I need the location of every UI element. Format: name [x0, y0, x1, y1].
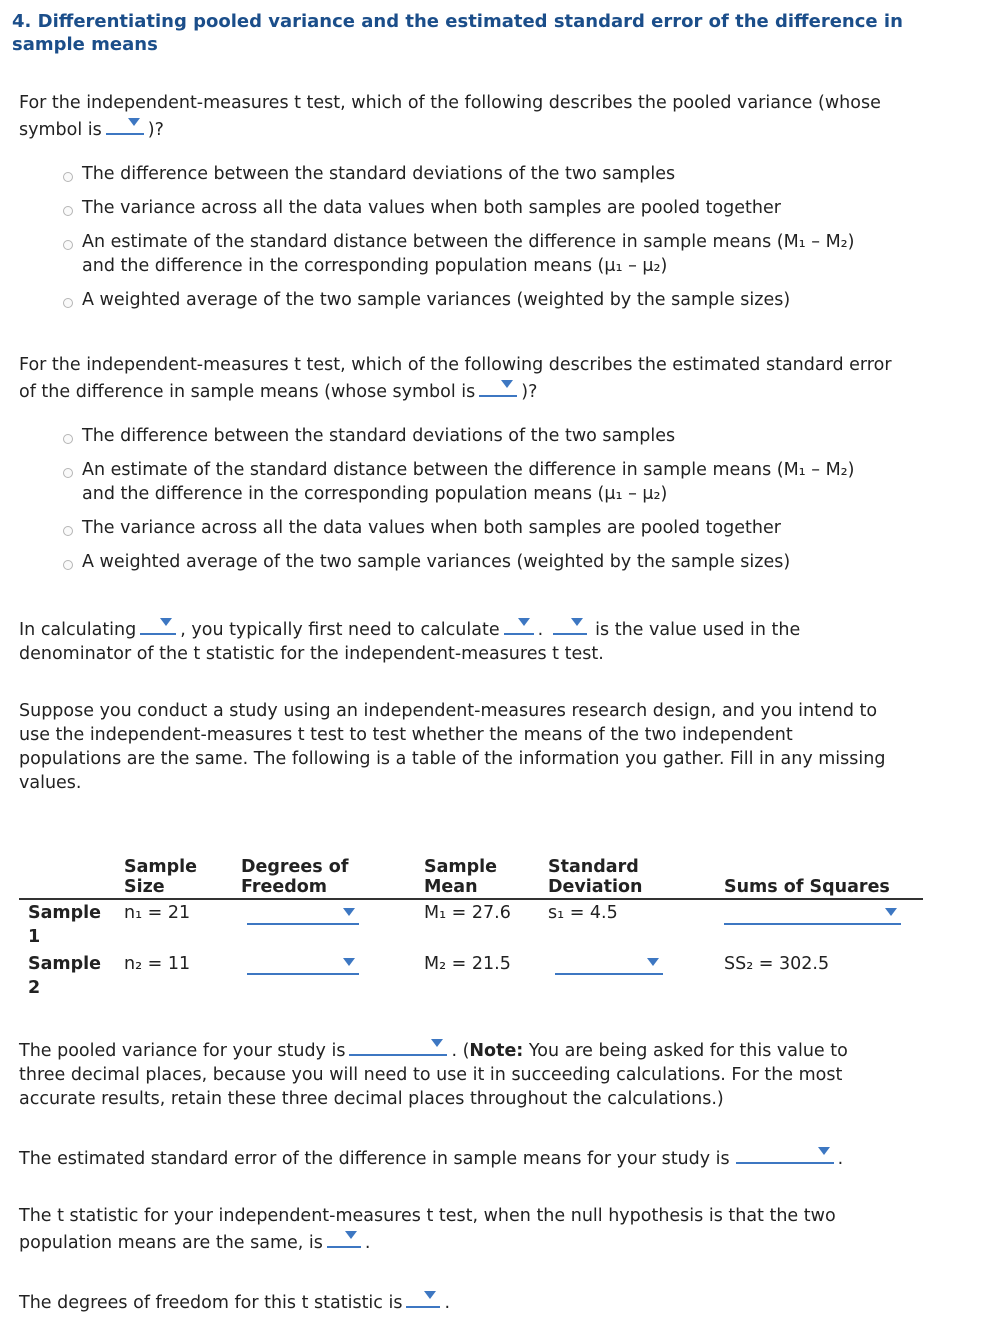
part2-option-radio-4[interactable]: [63, 560, 73, 570]
part2-option-2[interactable]: An estimate of the standard distance between the difference in sample means (M₁ – M₂) and the difference in the corresponding population means (μ₁ – μ₂): [82, 460, 855, 504]
in-calculating-dropdown[interactable]: [140, 615, 176, 635]
part2-prompt: [19, 353, 979, 404]
chevron-down-icon: [160, 618, 172, 626]
row-label-sample-2: Sample 2: [28, 954, 102, 998]
pooled-variance-dropdown[interactable]: [349, 1036, 447, 1056]
part1-option-3[interactable]: An estimate of the standard distance between the difference in sample means (M₁ – M₂) and the difference in the corresponding population means (μ₁ – μ₂): [82, 232, 855, 276]
part2-prompt-line1: For the independent-measures t test, which of the following describes the estimated standard error: [19, 355, 892, 375]
chevron-down-icon: [424, 1291, 436, 1299]
pooled-variance-symbol-dropdown[interactable]: [106, 115, 144, 135]
part1-option-1[interactable]: The difference between the standard deviations of the two samples: [82, 164, 676, 184]
sample1-df-dropdown[interactable]: [247, 905, 359, 925]
t-statistic-sentence: The t statistic for your independent-measures t test, when the null hypothesis is that the two population means are the same, is .: [19, 1206, 836, 1253]
part2-option-4[interactable]: A weighted average of the two sample variances (weighted by the sample sizes): [82, 552, 791, 572]
part2-prompt-line2: of the difference in sample means (whose symbol is )?: [19, 377, 979, 404]
header-sums-of-squares: Sums of Squares: [724, 877, 890, 897]
part1-option-radio-3[interactable]: [63, 240, 73, 250]
standard-error-dropdown[interactable]: [736, 1144, 834, 1164]
part2-option-radio-1[interactable]: [63, 434, 73, 444]
standard-error-sentence: The estimated standard error of the difference in sample means for your study is .: [19, 1144, 984, 1171]
pooled-variance-sentence: The pooled variance for your study is . (Note: You are being asked for this value to three decimal places, because you will need to use it in succeeding calculations. For the most accurate results, retain these three decimal places throughout the calculations.): [19, 1036, 984, 1111]
chevron-down-icon: [818, 1147, 830, 1155]
chevron-down-icon: [343, 908, 355, 916]
part1-option-4[interactable]: A weighted average of the two sample variances (weighted by the sample sizes): [82, 290, 791, 310]
first-calculate-dropdown[interactable]: [504, 615, 534, 635]
chevron-down-icon: [647, 958, 659, 966]
part1-option-2[interactable]: The variance across all the data values when both samples are pooled together: [82, 198, 781, 218]
part2-option-radio-2[interactable]: [63, 468, 73, 478]
standard-error-symbol-dropdown[interactable]: [479, 377, 517, 397]
sample2-sd-dropdown[interactable]: [555, 955, 663, 975]
chevron-down-icon: [885, 908, 897, 916]
chevron-down-icon: [345, 1231, 357, 1239]
sample1-sd: s₁ = 4.5: [548, 903, 618, 923]
denominator-value-dropdown[interactable]: [553, 615, 587, 635]
header-sample-size: Sample Size: [124, 857, 198, 897]
part1-option-radio-1[interactable]: [63, 172, 73, 182]
part1-prompt: [19, 91, 979, 142]
chevron-down-icon: [343, 958, 355, 966]
scenario-text: Suppose you conduct a study using an independent-measures research design, and you intend to use the independent-measures t test to test whether the means of the two independent populations are the same. The following is a table of the information you gather. Fill in any missing values.: [19, 701, 886, 793]
sample2-mean: M₂ = 21.5: [424, 954, 511, 974]
sample1-size: n₁ = 21: [124, 903, 191, 923]
t-statistic-dropdown[interactable]: [327, 1228, 361, 1248]
header-degrees-of-freedom: Degrees of Freedom: [241, 857, 349, 897]
sample2-ss: SS₂ = 302.5: [724, 954, 830, 974]
part3-sentence: In calculating , you typically first need to calculate . is the value used in the denominator of the t statistic for the independent-measures t test.: [19, 615, 979, 666]
header-sample-mean: Sample Mean: [424, 857, 498, 897]
chevron-down-icon: [518, 618, 530, 626]
chevron-down-icon: [431, 1039, 443, 1047]
part1-prompt-line2: symbol is )?: [19, 115, 979, 142]
question-title: 4. Differentiating pooled variance and the estimated standard error of the difference in sample means: [12, 11, 903, 55]
part2-option-1[interactable]: The difference between the standard deviations of the two samples: [82, 426, 676, 446]
sample2-size: n₂ = 11: [124, 954, 191, 974]
sample2-df-dropdown[interactable]: [247, 955, 359, 975]
degrees-of-freedom-sentence: The degrees of freedom for this t statistic is .: [19, 1288, 984, 1315]
table-header-rule: [19, 898, 923, 900]
part2-option-3[interactable]: The variance across all the data values when both samples are pooled together: [82, 518, 781, 538]
sample1-mean: M₁ = 27.6: [424, 903, 511, 923]
part1-prompt-line1: For the independent-measures t test, which of the following describes the pooled variance (whose: [19, 93, 881, 113]
chevron-down-icon: [501, 380, 513, 388]
part1-option-radio-2[interactable]: [63, 206, 73, 216]
chevron-down-icon: [128, 118, 140, 126]
chevron-down-icon: [571, 618, 583, 626]
part2-option-radio-3[interactable]: [63, 526, 73, 536]
part1-option-radio-4[interactable]: [63, 298, 73, 308]
sample1-ss-dropdown[interactable]: [724, 905, 901, 925]
header-standard-deviation: Standard Deviation: [548, 857, 643, 897]
degrees-of-freedom-dropdown[interactable]: [406, 1288, 440, 1308]
row-label-sample-1: Sample 1: [28, 903, 102, 947]
